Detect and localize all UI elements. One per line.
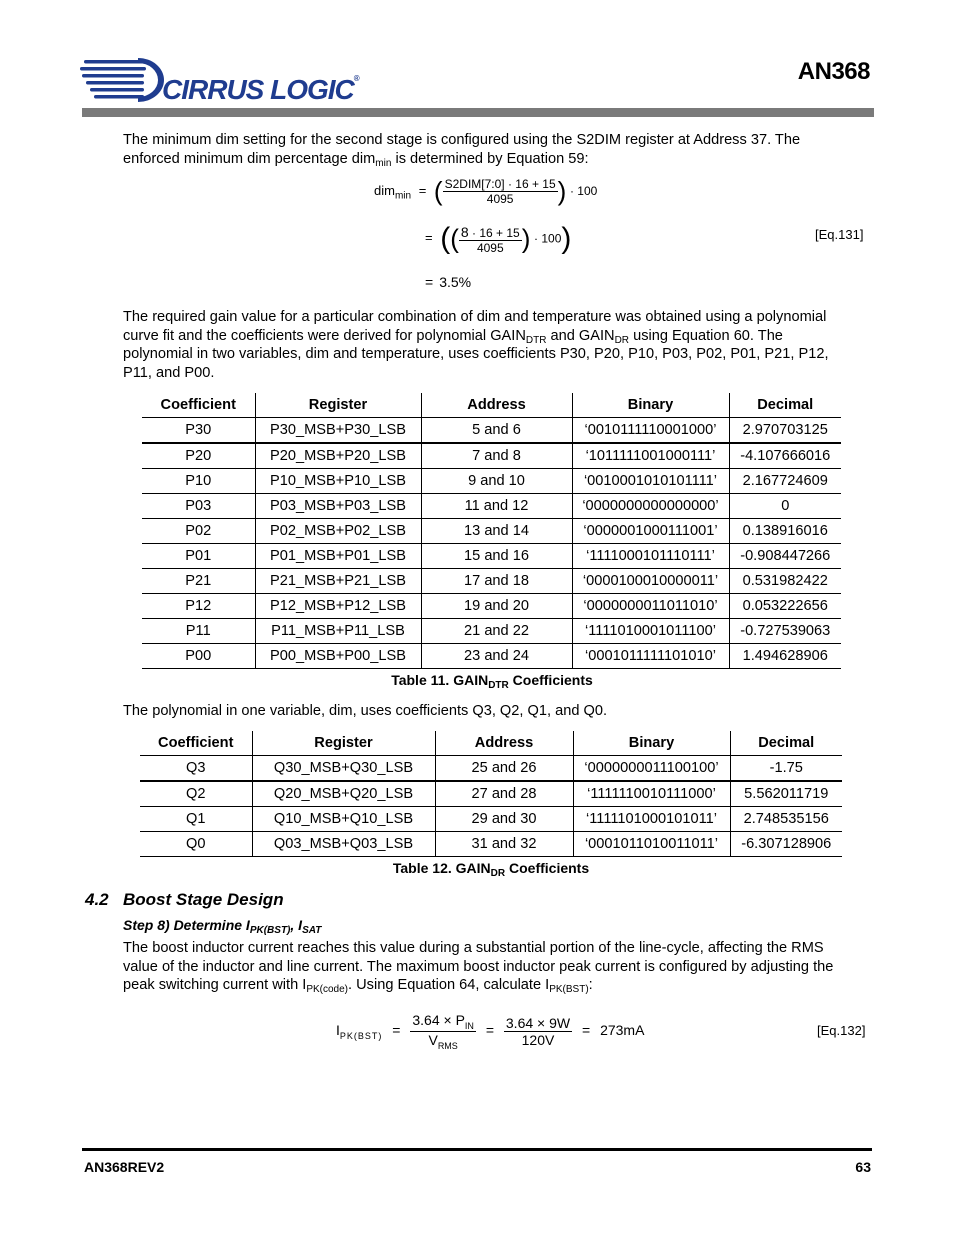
table-header-row [140,731,842,756]
table-cell: P11_MSB+P11_LSB [255,619,421,644]
table-cell: 25 and 26 [435,756,573,782]
table-cell: P01_MSB+P01_LSB [255,544,421,569]
table-cell: 23 and 24 [421,644,572,669]
table-row [142,569,841,594]
table-cell: 7 and 8 [421,443,572,469]
table-cell: P21 [142,569,255,594]
table-cell: -4.107666016 [729,443,841,469]
cirrus-logic-logo [80,52,370,108]
table-cell: P02_MSB+P02_LSB [255,519,421,544]
table-cell: ‘0010111110001000’ [572,418,729,444]
table-cell: 13 and 14 [421,519,572,544]
column-header: Binary [572,393,729,418]
table-cell: ‘0001011010011011’ [573,832,730,857]
table-cell: P00_MSB+P00_LSB [255,644,421,669]
table-row [140,756,842,782]
table-cell: P11 [142,619,255,644]
section-number: 4.2 [85,890,109,909]
table-cell: Q2 [140,781,252,807]
table-cell: 21 and 22 [421,619,572,644]
eq132: $I_{PK(BST)}$ = $\frac{3.64 \times P_{IN}}{V_{RMS}}$ = $\frac{3.64 \times 9W}{120V}$ = 273mA [336,1012,645,1051]
page-number: 63 [855,1159,871,1175]
table-cell: 2.167724609 [729,469,841,494]
registered-mark: ® [353,74,359,83]
table-cell: ‘1111110010111000’ [573,781,730,807]
column-header: Address [421,393,572,418]
table-cell: 2.748535156 [730,807,842,832]
table-cell: Q10_MSB+Q10_LSB [252,807,435,832]
table-cell: 15 and 16 [421,544,572,569]
table-cell: -0.908447266 [729,544,841,569]
table-cell: ‘0010001010101111’ [572,469,729,494]
table-cell: ‘0000001000111001’ [572,519,729,544]
table-cell: -6.307128906 [730,832,842,857]
table-cell: P20 [142,443,255,469]
footer-rule [82,1148,872,1151]
table-cell: P12_MSB+P12_LSB [255,594,421,619]
column-header: Register [255,393,421,418]
eq131-row1: dim$_{min}$ = ( $\frac{\text{S2DIM[7:0] · 16 + 15}}{4095}$ ) · 100 [374,176,598,206]
table-cell: 0.138916016 [729,519,841,544]
eq132-result: 273mA [600,1022,645,1038]
table-row [142,418,841,444]
eq131-num1: S2DIM[7:0] · 16 + 15 [444,177,556,191]
table-gain-dr [140,731,842,857]
table-cell: P00 [142,644,255,669]
eq131-number: [Eq.131] [815,227,864,242]
table-row [142,519,841,544]
table-cell: 2.970703125 [729,418,841,444]
table-cell: P03 [142,494,255,519]
table-cell: 27 and 28 [435,781,573,807]
table-cell: ‘0000000000000000’ [572,494,729,519]
table-cell: Q3 [140,756,252,782]
table-row [142,544,841,569]
table-cell: ‘0000000011100100’ [573,756,730,782]
table-cell: P30_MSB+P30_LSB [255,418,421,444]
table-cell: P20_MSB+P20_LSB [255,443,421,469]
table-cell: 5 and 6 [421,418,572,444]
table-cell: Q30_MSB+Q30_LSB [252,756,435,782]
table-cell: P21_MSB+P21_LSB [255,569,421,594]
table-cell: -1.75 [730,756,842,782]
table-cell: Q1 [140,807,252,832]
table-cell: 29 and 30 [435,807,573,832]
table-row [142,594,841,619]
intro-line-2: enforced minimum dim percentage dim$_{min}$ is determined by Equation 59: [123,150,589,169]
table-row [142,644,841,669]
table-row [140,832,842,857]
table-cell: 0.531982422 [729,569,841,594]
table-cell: ‘1011111001000111’ [572,443,729,469]
eq132-number: [Eq.132] [817,1023,866,1038]
column-header: Register [252,731,435,756]
table-row [140,781,842,807]
column-header: Binary [573,731,730,756]
table-cell: -0.727539063 [729,619,841,644]
table-gain-dtr [142,393,841,669]
table-cell: ‘0000000011011010’ [572,594,729,619]
table-cell: 5.562011719 [730,781,842,807]
eq131-row3: = 3.5% [425,274,472,290]
table11-caption: Table 11. $GAIN_{DTR}$ Coefficients [391,672,593,691]
column-header: Coefficient [142,393,255,418]
header-rule [82,108,874,117]
intro-paragraph [123,131,875,168]
table-cell: 1.494628906 [729,644,841,669]
q-paragraph: The polynomial in one variable, dim, uses coefficients Q3, Q2, Q1, and Q0. [123,703,608,719]
column-header: Address [435,731,573,756]
table-cell: 31 and 32 [435,832,573,857]
boost-paragraph: The boost inductor current reaches this value during a substantial portion of the line-cycle, affecting the RMS value of the inductor and line current. The maximum boost inductor peak current is configured by adjusting the peak switching current with $I_{PK(code)}$. Using Equation 64, calculate $I_{PK(BST)}$: [123,940,834,996]
table-cell: 0.053222656 [729,594,841,619]
table-cell: 0 [729,494,841,519]
table-cell: P12 [142,594,255,619]
table-row [140,807,842,832]
column-header: Decimal [730,731,842,756]
table-cell: P30 [142,418,255,444]
table-cell: P01 [142,544,255,569]
table-header-row [142,393,841,418]
logo-text: CIRRUS LOGIC [162,74,354,105]
eq131-den1: 4095 [486,192,514,206]
section-heading [85,890,284,910]
table-cell: 19 and 20 [421,594,572,619]
table-cell: Q20_MSB+Q20_LSB [252,781,435,807]
gain-paragraph: The required gain value for a particular combination of dim and temperature was obtained using a polynomial curve fit and the coefficients were derived for polynomial $GAIN_{DTR}$ and $GAIN_{DR}$ using Equation 60. The polynomial in two variables, dim and temperature, uses coefficients P30, P20, P10, P03, P02, P01, P21, P12, P11, and P00. [123,309,829,381]
table-cell: ‘0000100010000011’ [572,569,729,594]
intro-line-1: The minimum dim setting for the second stage is configured using the S2DIM register at Address 37. The [123,132,801,148]
column-header: Coefficient [140,731,252,756]
table-row [142,469,841,494]
table-cell: ‘1111000101110111’ [572,544,729,569]
table-cell: Q03_MSB+Q03_LSB [252,832,435,857]
table-cell: ‘0001011111101010’ [572,644,729,669]
table-row [142,443,841,469]
table-cell: ‘1111101000101011’ [573,807,730,832]
table-cell: P10_MSB+P10_LSB [255,469,421,494]
table-cell: 17 and 18 [421,569,572,594]
table-cell: Q0 [140,832,252,857]
table12-caption: Table 12. $GAIN_{DR}$ Coefficients [392,860,590,879]
table-cell: P10 [142,469,255,494]
table-cell: 9 and 10 [421,469,572,494]
table-row [142,494,841,519]
table-cell: ‘1111010001011100’ [572,619,729,644]
footer-doc-revision: AN368REV2 [84,1159,165,1175]
table-cell: 11 and 12 [421,494,572,519]
eq131-result: 3.5% [439,274,472,290]
eq131-row2: = (( $\frac{8 \cdot 16 + 15}{4095}$ ) · 100) [425,222,572,255]
table-cell: P02 [142,519,255,544]
step-heading: Step 8) Determine $I_{PK(BST)}$, $I_{SAT}$ [123,917,322,936]
section-title: Boost Stage Design [123,890,284,909]
column-header: Decimal [729,393,841,418]
document-id: AN368 [797,58,870,85]
table-row [142,619,841,644]
table-cell: P03_MSB+P03_LSB [255,494,421,519]
